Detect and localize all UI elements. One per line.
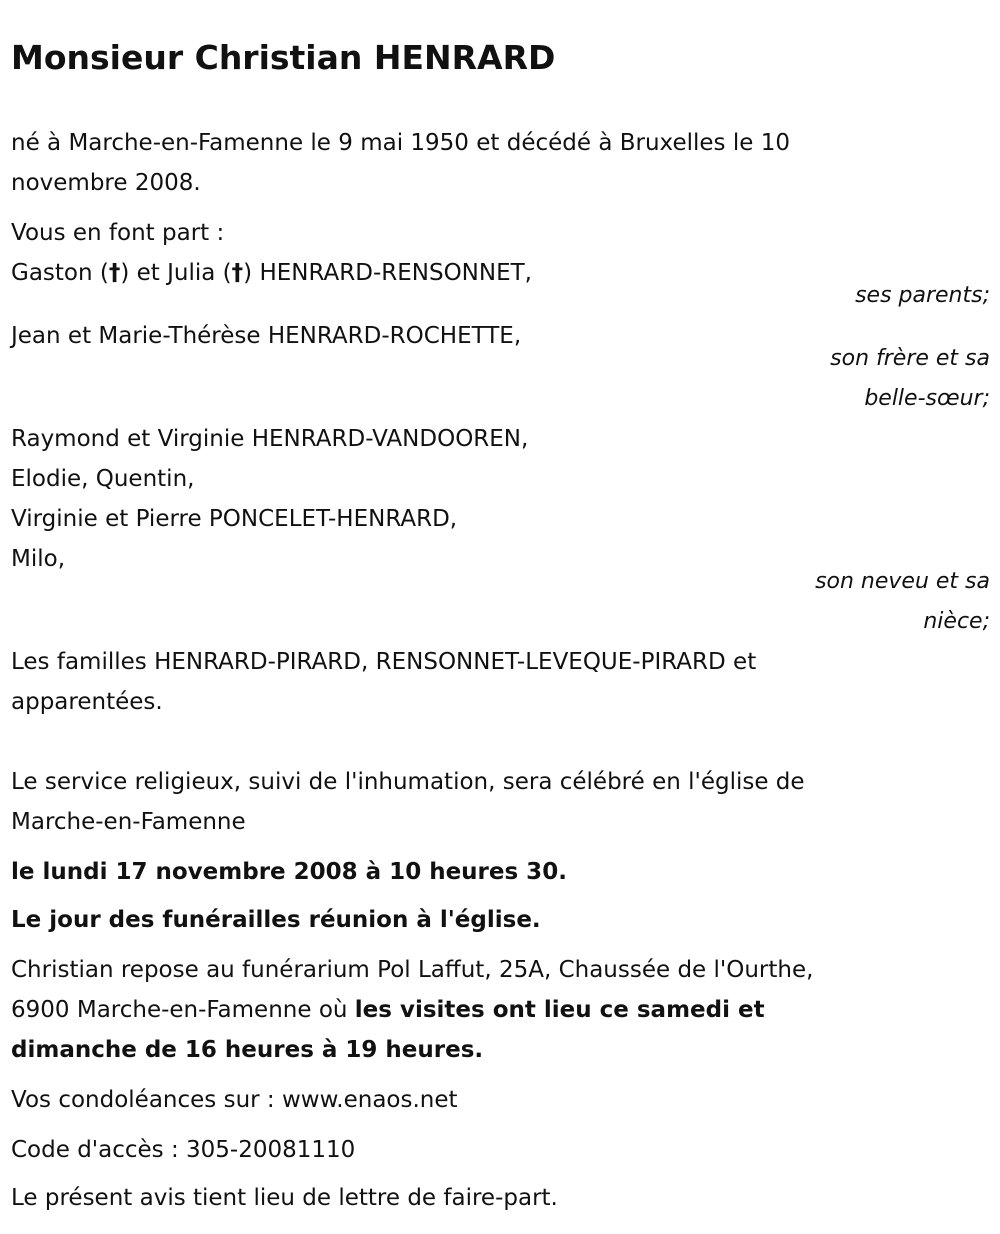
parents-names <box>11 253 532 293</box>
nephew-names-4: Milo, <box>11 546 66 572</box>
cross-icon: † <box>231 260 244 286</box>
rest-line-2 <box>11 990 765 1030</box>
nephew-role-2: nièce; <box>923 609 990 634</box>
visits-text: les visites ont lieu ce samedi et <box>354 997 765 1023</box>
access-code: Code d'accès : 305-20081110 <box>11 1137 356 1163</box>
gathering: Le jour des funérailles réunion à l'église. <box>11 907 541 933</box>
nephew-role-1: son neveu et sa <box>815 569 990 594</box>
brother-role-1: son frère et sa <box>830 346 990 371</box>
service-date: le lundi 17 novembre 2008 à 10 heures 30. <box>11 859 567 885</box>
cross-icon: † <box>108 260 121 286</box>
brother-role-2: belle-sœur; <box>864 386 990 411</box>
families-1: Les familles HENRARD-PIRARD, RENSONNET-LEVEQUE-PIRARD et <box>11 649 757 675</box>
condolences: Vos condoléances sur : www.enaos.net <box>11 1087 458 1113</box>
nephew-names-1: Raymond et Virginie HENRARD-VANDOOREN, <box>11 426 529 452</box>
intro: Vous en font part : <box>11 220 225 246</box>
text: 6900 Marche-en-Famenne où <box>11 997 355 1023</box>
text: ) HENRARD-RENSONNET, <box>243 260 532 286</box>
page-title: Monsieur Christian HENRARD <box>11 38 556 77</box>
nephew-names-2: Elodie, Quentin, <box>11 466 195 492</box>
service-2: Marche-en-Famenne <box>11 809 246 835</box>
rest-line-3: dimanche de 16 heures à 19 heures. <box>11 1037 484 1063</box>
text: ) et Julia ( <box>120 260 232 286</box>
nephew-names-3: Virginie et Pierre PONCELET-HENRARD, <box>11 506 458 532</box>
parents-role: ses parents; <box>855 283 990 308</box>
closing: Le présent avis tient lieu de lettre de faire-part. <box>11 1185 558 1211</box>
families-2: apparentées. <box>11 689 163 715</box>
brother-names: Jean et Marie-Thérèse HENRARD-ROCHETTE, <box>11 323 522 349</box>
rest-line-1: Christian repose au funérarium Pol Laffut, 25A, Chaussée de l'Ourthe, <box>11 957 814 983</box>
service-1: Le service religieux, suivi de l'inhumation, sera célébré en l'église de <box>11 769 805 795</box>
birth-line-1: né à Marche-en-Famenne le 9 mai 1950 et décédé à Bruxelles le 10 <box>11 130 790 156</box>
birth-line-2: novembre 2008. <box>11 170 201 196</box>
text: Gaston ( <box>11 260 109 286</box>
